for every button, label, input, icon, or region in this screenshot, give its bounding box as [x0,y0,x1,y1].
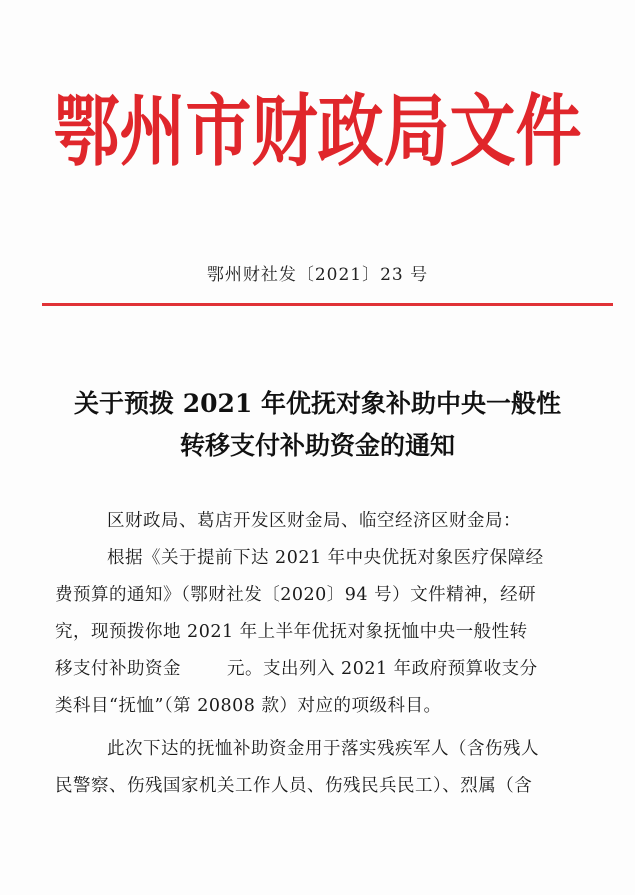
red-divider-line [42,303,613,306]
paragraph-1-line-1: 根据《关于提前下达 2021 年中央优抚对象医疗保障经 [107,548,544,568]
paragraph-2-line-1: 此次下达的抚恤补助资金用于落实残疾军人（含伤残人 [107,739,539,759]
notice-title-line-1: 关于预拨 2021 年优抚对象补助中央一般性 [74,389,561,418]
notice-body [55,503,595,805]
paragraph-1-line-4 [55,651,595,688]
paragraph-1-line-2: 费预算的通知》（鄂财社发〔2020〕94 号）文件精神，经研 [55,585,537,605]
notice-title [0,383,635,467]
paragraph-1-line-3: 究，现预拨你地 2021 年上半年优抚对象抚恤中央一般性转 [55,622,528,642]
document-number: 鄂州财社发〔2021〕23 号 [206,265,429,285]
paragraph-1-line-5: 类科目“抚恤”（第 20808 款）对应的项级科目。 [55,696,442,716]
paragraph-1-line-4-part-b: 元。支出列入 2021 年政府预算收支分 [227,659,538,679]
notice-title-line-2: 转移支付补助资金的通知 [179,431,455,460]
addressee-line: 区财政局、葛店开发区财金局、临空经济区财金局： [107,511,521,531]
issuing-authority-title: 鄂州市财政局文件 [53,84,582,178]
paragraph-1-line-4-part-a: 移支付补助资金 [55,659,181,679]
paragraph-2-line-2: 民警察、伤残国家机关工作人员、伤残民兵民工）、烈属（含 [55,776,533,796]
